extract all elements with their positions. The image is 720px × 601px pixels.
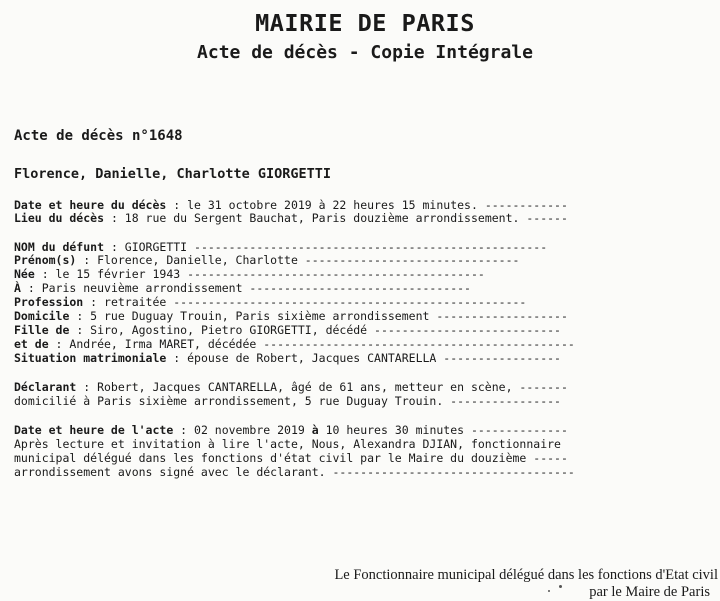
defunct-mother-line [14, 338, 575, 350]
death-place-label: Lieu du décès [14, 211, 105, 225]
defunct-domicile-label: Domicile [14, 309, 70, 323]
page-title: MAIRIE DE PARIS [255, 9, 475, 37]
defunct-nom-value: : GIORGETTI --------------------------------------------------- [104, 240, 548, 254]
defunct-birthplace-value: : Paris neuvième arrondissement -------------------------------- [20, 281, 471, 295]
acte-line-1 [14, 424, 568, 436]
death-date-label: Date et heure du décès [14, 198, 167, 212]
acte-line-4: arrondissement avons signé avec le déclarant. ----------------------------------- [14, 465, 575, 479]
defunct-mother-value: : Andrée, Irma MARET, décédée --------------------------------------------- [48, 337, 575, 351]
act-number: Acte de décès n°1648 [14, 128, 183, 144]
death-date-line [14, 199, 568, 211]
defunct-mother-label: et de [14, 337, 49, 351]
defunct-prenom-value: : Florence, Danielle, Charlotte ------------------------------- [76, 253, 520, 267]
acte-date-value-a: : 02 novembre 2019 [173, 423, 312, 437]
signature-title: Le Fonctionnaire municipal délégué dans les fonctions d'Etat civil [334, 567, 718, 583]
declarant-label: Déclarant [14, 380, 77, 394]
defunct-nom-line [14, 241, 547, 253]
defunct-birth-label: Née [14, 267, 35, 281]
signature-authority: par le Maire de Paris [589, 584, 710, 600]
defunct-prenom-line [14, 254, 519, 266]
defunct-father-line [14, 324, 561, 336]
death-place-value: : 18 rue du Sergent Bauchat, Paris douzième arrondissement. ------ [104, 211, 568, 225]
acte-line-2: Après lecture et invitation à lire l'acte, Nous, Alexandra DJIAN, fonctionnaire [14, 437, 561, 451]
defunct-profession-label: Profession [14, 295, 84, 309]
defunct-profession-value: : retraitée --------------------------------------------------- [83, 295, 527, 309]
defunct-father-value: : Siro, Agostino, Pietro GIORGETTI, décédé --------------------------- [69, 323, 561, 337]
page-subtitle: Acte de décès - Copie Intégrale [197, 42, 533, 63]
defunct-father-label: Fille de [14, 323, 70, 337]
defunct-birthplace-line [14, 282, 471, 294]
declarant-value: : Robert, Jacques CANTARELLA, âgé de 61 ans, metteur en scène, ------- [76, 380, 568, 394]
acte-line-3: municipal délégué dans les fonctions d'état civil par le Maire du douzième ----- [14, 451, 568, 465]
scan-speck [559, 585, 562, 588]
defunct-marital-label: Situation matrimoniale [14, 351, 167, 365]
defunct-birth-line [14, 268, 485, 280]
defunct-profession-line [14, 296, 526, 308]
defunct-nom-label: NOM du défunt [14, 240, 105, 254]
defunct-domicile-value: : 5 rue Duguay Trouin, Paris sixième arrondissement ------------------- [69, 309, 568, 323]
defunct-prenom-label: Prénom(s) [14, 253, 77, 267]
acte-date-value-b: 10 heures 30 minutes -------------- [318, 423, 568, 437]
acte-date-value-bold: à [311, 423, 319, 437]
defunct-birthplace-label: À [14, 281, 21, 295]
defunct-marital-value: : épouse de Robert, Jacques CANTARELLA ----------------- [166, 351, 561, 365]
declarant-line-2: domicilié à Paris sixième arrondissement, 5 rue Duguay Trouin. ---------------- [14, 394, 561, 408]
scan-speck [548, 590, 550, 592]
defunct-birth-value: : le 15 février 1943 ------------------------------------------- [34, 267, 485, 281]
death-date-value: : le 31 octobre 2019 à 22 heures 15 minutes. ------------ [166, 198, 568, 212]
death-place-line [14, 212, 568, 224]
declarant-line-1 [14, 381, 568, 393]
acte-date-label: Date et heure de l'acte [14, 423, 174, 437]
deceased-full-name: Florence, Danielle, Charlotte GIORGETTI [14, 166, 331, 182]
defunct-domicile-line [14, 310, 568, 322]
defunct-marital-line [14, 352, 561, 364]
